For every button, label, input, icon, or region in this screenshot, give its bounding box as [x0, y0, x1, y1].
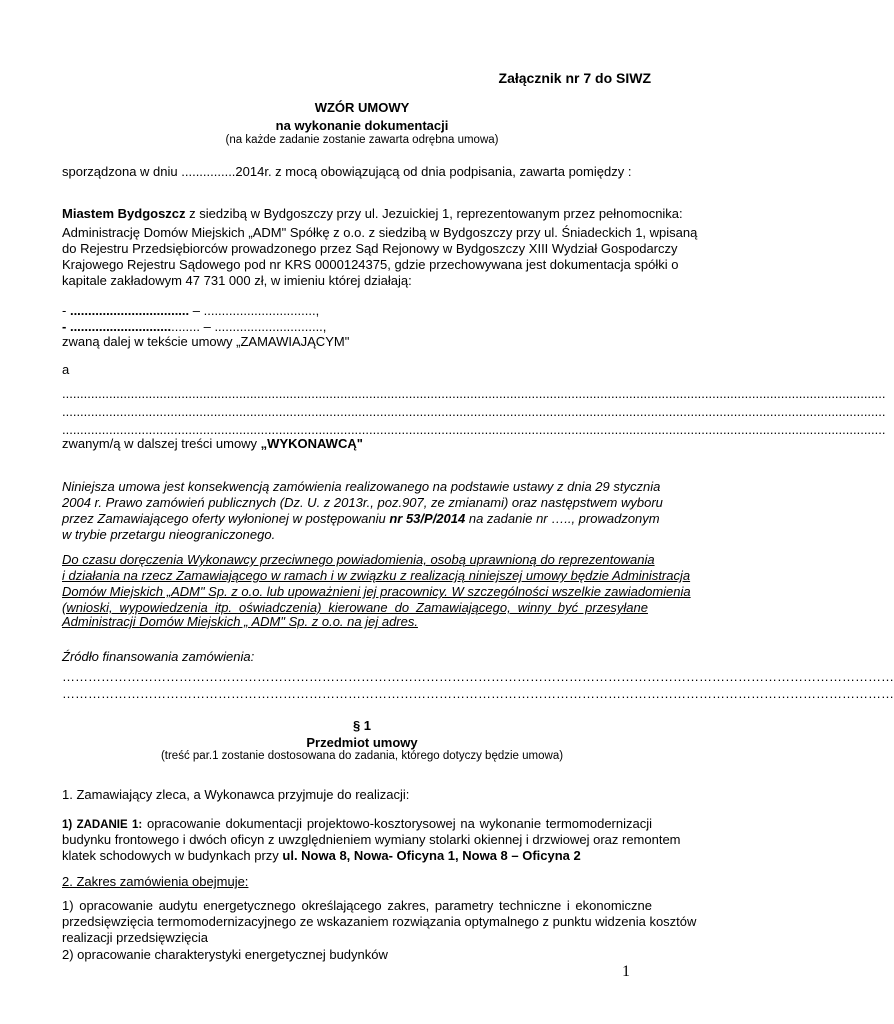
wykonawca-designation	[62, 435, 363, 452]
representation-line-4: (wnioski, wypowiedzenia itp. oświadczenia) kierowane do Zamawiającego, winny być przesyłane	[62, 600, 648, 615]
task-line-3a: klatek schodowych w budynkach przy	[62, 848, 283, 863]
document-note: (na każde zadanie zostanie zawarta odrębna umowa)	[225, 134, 499, 146]
legal-basis-3a: przez Zamawiającego oferty wyłonionej w postępowaniu	[62, 511, 390, 526]
rep2-dots: ............................	[69, 319, 172, 334]
funding-dotline-2: …………………………………………………………………………………………………………………………………………………………………………	[62, 686, 894, 701]
party1-name: Miastem Bydgoszcz	[62, 206, 186, 221]
scope-item-2: 2) opracowanie charakterystyki energetycznej budynków	[62, 947, 388, 962]
adm-line-1: Administrację Domów Miejskich „ADM" Spółkę z o.o. z siedzibą w Bydgoszczy przy ul. Śniadeckich 1, wpisaną	[62, 225, 698, 240]
attachment-label: Załącznik nr 7 do SIWZ	[498, 70, 651, 86]
legal-basis-line-2: 2004 r. Prawo zamówień publicznych (Dz. U. z 2013r., poz.907, ze zmianami) oraz następstwem wyboru	[62, 495, 663, 510]
representative-1	[62, 302, 319, 319]
contractor-dotline-3: ....................................................................................................................................................................................................................................	[62, 422, 886, 437]
legal-basis-line-4: w trybie przetargu nieograniczonego.	[62, 527, 276, 542]
scope-heading: 2. Zakres zamówienia obejmuje:	[62, 874, 249, 889]
task-addresses: ul. Nowa 8, Nowa- Oficyna 1, Nowa 8 – Oficyna 2	[282, 848, 581, 863]
scope-item-1-line-2: przedsięwzięcia termomodernizacyjnego ze wskazaniem rozwiązania optymalnego z punktu widzenia kosztów	[62, 914, 697, 929]
representation-line-1: Do czasu doręczenia Wykonawcy przeciwnego powiadomienia, osobą uprawnioną do reprezentowania	[62, 552, 655, 567]
section-number: § 1	[352, 718, 372, 733]
section-item-1: 1. Zamawiający zleca, a Wykonawca przyjmuje do realizacji:	[62, 787, 410, 802]
rep2-rest: ........ – ..............................,	[171, 319, 327, 334]
contractor-dotline-2: ....................................................................................................................................................................................................................................	[62, 404, 886, 419]
adm-line-4: kapitale zakładowym 47 731 000 zł, w imieniu której działają:	[62, 273, 412, 288]
representation-line-2: i działania na rzecz Zamawiającego w ramach i w związku z realizacją niniejszej umowy będzie Administracja	[62, 568, 691, 583]
representation-line-5: Administracji Domów Miejskich „ ADM" Sp. z o.o. na jej adres.	[62, 614, 418, 629]
adm-line-2: do Rejestru Przedsiębiorców prowadzonego przez Sąd Rejonowy w Bydgoszczy XIII Wydział Gospodarczy	[62, 241, 678, 256]
tender-number: nr 53/P/2014	[389, 511, 466, 526]
legal-basis-line-3	[62, 510, 660, 527]
rep2-dash: -	[62, 319, 70, 334]
party1-line-rest: z siedzibą w Bydgoszczy przy ul. Jezuickiej 1, reprezentowanym przez pełnomocnika:	[185, 206, 683, 221]
task-line-1-rest: opracowanie dokumentacji projektowo-kosztorysowej na wykonanie termomodernizacji	[142, 816, 653, 831]
intro-line: sporządzona w dniu ...............2014r. z mocą obowiązującą od dnia podpisania, zawarta pomiędzy :	[62, 164, 632, 179]
wykonawca-prefix: zwanym/ą w dalszej treści umowy	[62, 436, 261, 451]
task-label: 1) ZADANIE 1:	[62, 819, 143, 831]
funding-label: Źródło finansowania zamówienia:	[62, 649, 255, 664]
legal-basis-3c: na zadanie nr ….., prowadzonym	[465, 511, 660, 526]
scope-item-1-line-1: 1) opracowanie audytu energetycznego określającego zakres, parametry techniczne i ekonomiczne	[62, 898, 652, 913]
contractor-dotline-1: ....................................................................................................................................................................................................................................	[62, 386, 886, 401]
rep1-rest: – ...............................,	[189, 303, 320, 318]
document-subtitle: na wykonanie dokumentacji	[275, 118, 449, 133]
rep1-dash: -	[62, 303, 70, 318]
zamawiajacy-designation: zwaną dalej w tekście umowy „ZAMAWIAJĄCYM"	[62, 334, 350, 349]
representation-line-3: Domów Miejskich „ADM" Sp. z o.o. lub upoważnieni jej pracownicy. W szczególności wszelkie zawiadomienia	[62, 584, 691, 599]
section-title: Przedmiot umowy	[306, 735, 418, 750]
adm-line-3: Krajowego Rejestru Sądowego pod nr KRS 0000124375, gdzie przechowywana jest dokumentacja spółki o	[62, 257, 679, 272]
legal-basis-line-1: Niniejsza umowa jest konsekwencją zamówienia realizowanego na podstawie ustawy z dnia 29 stycznia	[62, 479, 661, 494]
funding-dotline-1: …………………………………………………………………………………………………………………………………………………………………………	[62, 669, 894, 684]
party1-line	[62, 205, 683, 222]
rep1-dots: .................................	[69, 303, 190, 318]
task-line-3	[62, 847, 581, 864]
document-title: WZÓR UMOWY	[314, 100, 410, 115]
wykonawca-name: „WYKONAWCĄ"	[260, 436, 363, 451]
page-number: 1	[622, 963, 630, 980]
conjunction-a: a	[62, 362, 70, 377]
scope-item-1-line-3: realizacji przedsięwzięcia	[62, 930, 208, 945]
section-note: (treść par.1 zostanie dostosowana do zadania, którego dotyczy będzie umowa)	[160, 750, 564, 762]
task-line-2: budynku frontowego i dwóch oficyn z uwzględnieniem wymiany stolarki okiennej i drzwiowej oraz remontem	[62, 832, 681, 847]
